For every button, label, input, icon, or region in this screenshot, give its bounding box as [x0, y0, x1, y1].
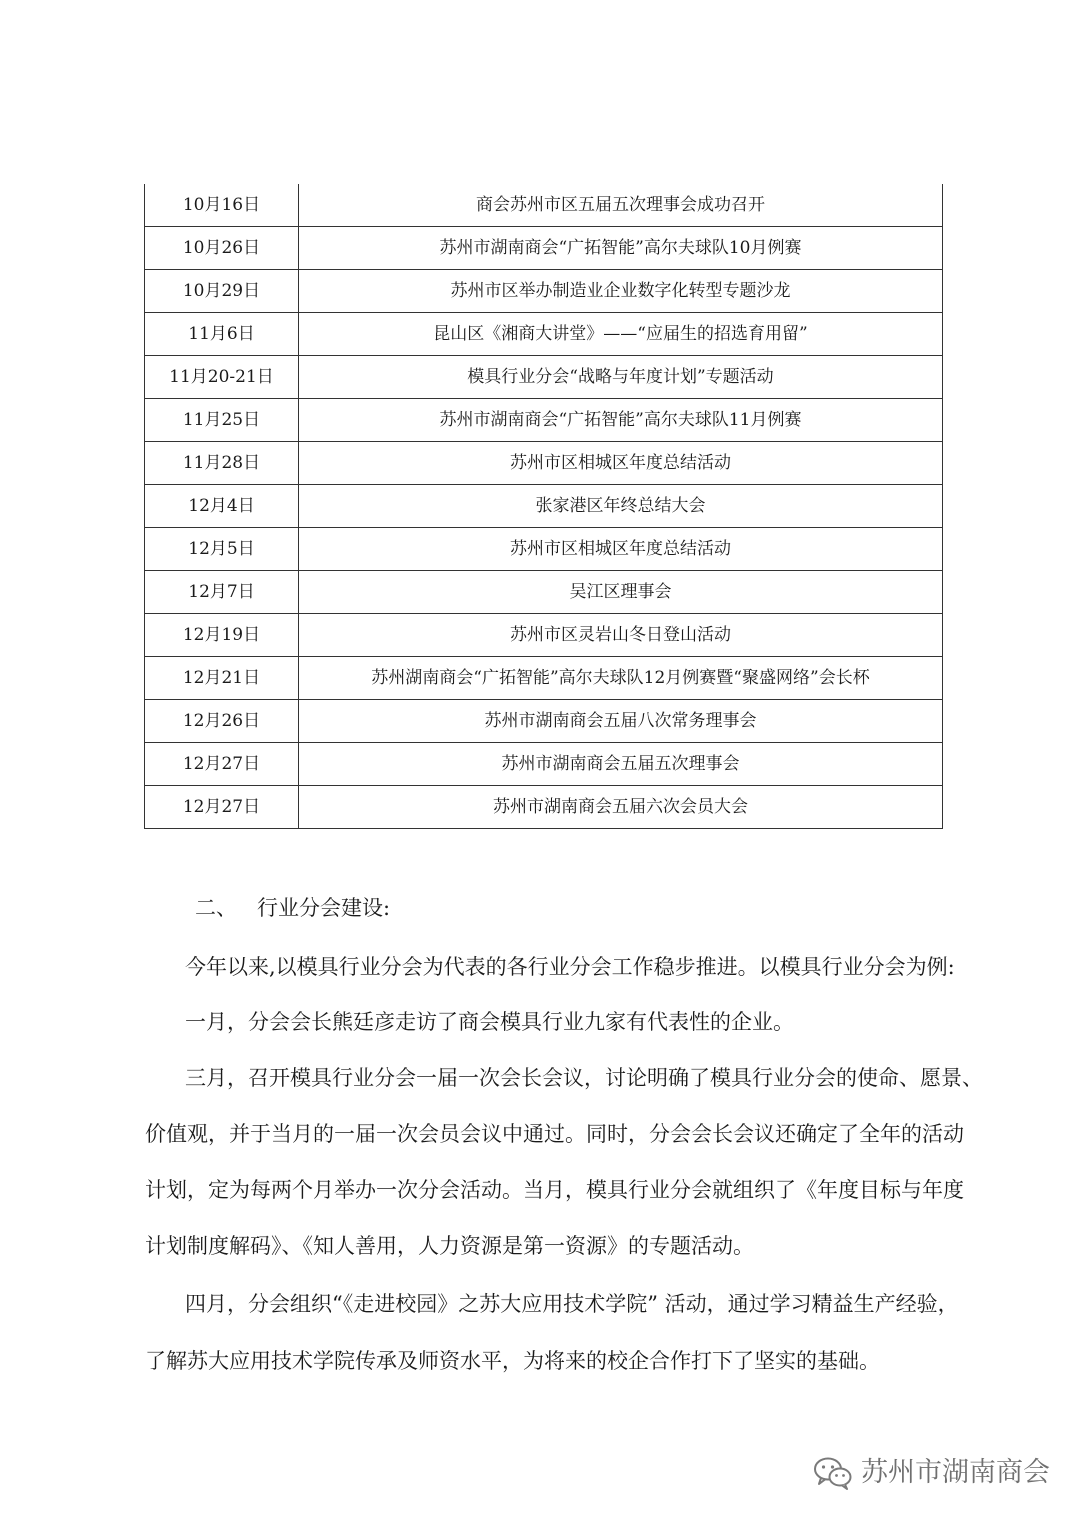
event-date-cell: 12月5日: [145, 528, 299, 571]
table-row: [145, 700, 943, 743]
table-row: [145, 270, 943, 313]
event-date-cell: 10月26日: [145, 227, 299, 270]
table-row: [145, 313, 943, 356]
event-description-cell: 苏州市湖南商会“广拓智能”高尔夫球队10月例赛: [299, 227, 943, 270]
event-description-cell: 苏州市湖南商会五届五次理事会: [299, 743, 943, 786]
table-row: [145, 184, 943, 227]
table-row: [145, 571, 943, 614]
event-description-cell: 苏州市湖南商会“广拓智能”高尔夫球队11月例赛: [299, 399, 943, 442]
event-date-cell: 11月20-21日: [145, 356, 299, 399]
event-date-cell: 11月28日: [145, 442, 299, 485]
table-row: [145, 399, 943, 442]
event-description-cell: 苏州市区举办制造业企业数字化转型专题沙龙: [299, 270, 943, 313]
paragraph-march-line-3: 计划，定为每两个月举办一次分会活动。当月，模具行业分会就组织了《年度目标与年度: [145, 1178, 964, 1202]
event-description-cell: 昆山区《湘商大讲堂》——“应届生的招选育用留”: [299, 313, 943, 356]
watermark: [813, 1456, 1050, 1490]
event-description-cell: 模具行业分会“战略与年度计划”专题活动: [299, 356, 943, 399]
event-date-cell: 12月7日: [145, 571, 299, 614]
event-date-cell: 12月27日: [145, 786, 299, 829]
paragraph-march-line-4: 计划制度解码》、《知人善用，人力资源是第一资源》的专题活动。: [145, 1234, 754, 1258]
event-description-cell: 商会苏州市区五届五次理事会成功召开: [299, 184, 943, 227]
event-date-cell: 11月25日: [145, 399, 299, 442]
table-row: [145, 356, 943, 399]
table-row: [145, 786, 943, 829]
event-schedule-table: [144, 184, 943, 829]
table-row: [145, 227, 943, 270]
table-row: [145, 614, 943, 657]
event-description-cell: 苏州市湖南商会五届八次常务理事会: [299, 700, 943, 743]
wechat-icon: [813, 1456, 853, 1490]
table-row: [145, 743, 943, 786]
table-row: [145, 528, 943, 571]
event-description-cell: 苏州市湖南商会五届六次会员大会: [299, 786, 943, 829]
table-row: [145, 485, 943, 528]
event-date-cell: 12月4日: [145, 485, 299, 528]
event-table-body: [145, 184, 943, 829]
paragraph-march-line-1: 三月，召开模具行业分会一届一次会长会议，讨论明确了模具行业分会的使命、愿景、: [185, 1066, 983, 1090]
section-heading: [195, 896, 390, 920]
section-title: 行业分会建设:: [257, 896, 391, 920]
event-description-cell: 苏州湖南商会“广拓智能”高尔夫球队12月例赛暨“聚盛网络”会长杯: [299, 657, 943, 700]
section-number: 二、: [195, 896, 237, 920]
event-description-cell: 苏州市区相城区年度总结活动: [299, 528, 943, 571]
event-description-cell: 苏州市区灵岩山冬日登山活动: [299, 614, 943, 657]
paragraph-intro: 今年以来,以模具行业分会为代表的各行业分会工作稳步推进。以模具行业分会为例:: [185, 955, 955, 979]
event-date-cell: 12月19日: [145, 614, 299, 657]
paragraph-april-line-1: 四月，分会组织“《走进校园》之苏大应用技术学院” 活动，通过学习精益生产经验，: [185, 1292, 959, 1316]
event-date-cell: 12月26日: [145, 700, 299, 743]
event-date-cell: 10月16日: [145, 184, 299, 227]
event-description-cell: 张家港区年终总结大会: [299, 485, 943, 528]
paragraph-march-line-2: 价值观，并于当月的一届一次会员会议中通过。同时，分会会长会议还确定了全年的活动: [145, 1122, 964, 1146]
event-date-cell: 12月27日: [145, 743, 299, 786]
paragraph-april-line-2: 了解苏大应用技术学院传承及师资水平，为将来的校企合作打下了坚实的基础。: [145, 1349, 880, 1373]
event-description-cell: 吴江区理事会: [299, 571, 943, 614]
event-description-cell: 苏州市区相城区年度总结活动: [299, 442, 943, 485]
watermark-text: 苏州市湖南商会: [861, 1457, 1050, 1488]
event-date-cell: 10月29日: [145, 270, 299, 313]
event-date-cell: 12月21日: [145, 657, 299, 700]
paragraph-january: 一月，分会会长熊廷彦走访了商会模具行业九家有代表性的企业。: [185, 1010, 794, 1034]
table-row: [145, 442, 943, 485]
event-date-cell: 11月6日: [145, 313, 299, 356]
table-row: [145, 657, 943, 700]
